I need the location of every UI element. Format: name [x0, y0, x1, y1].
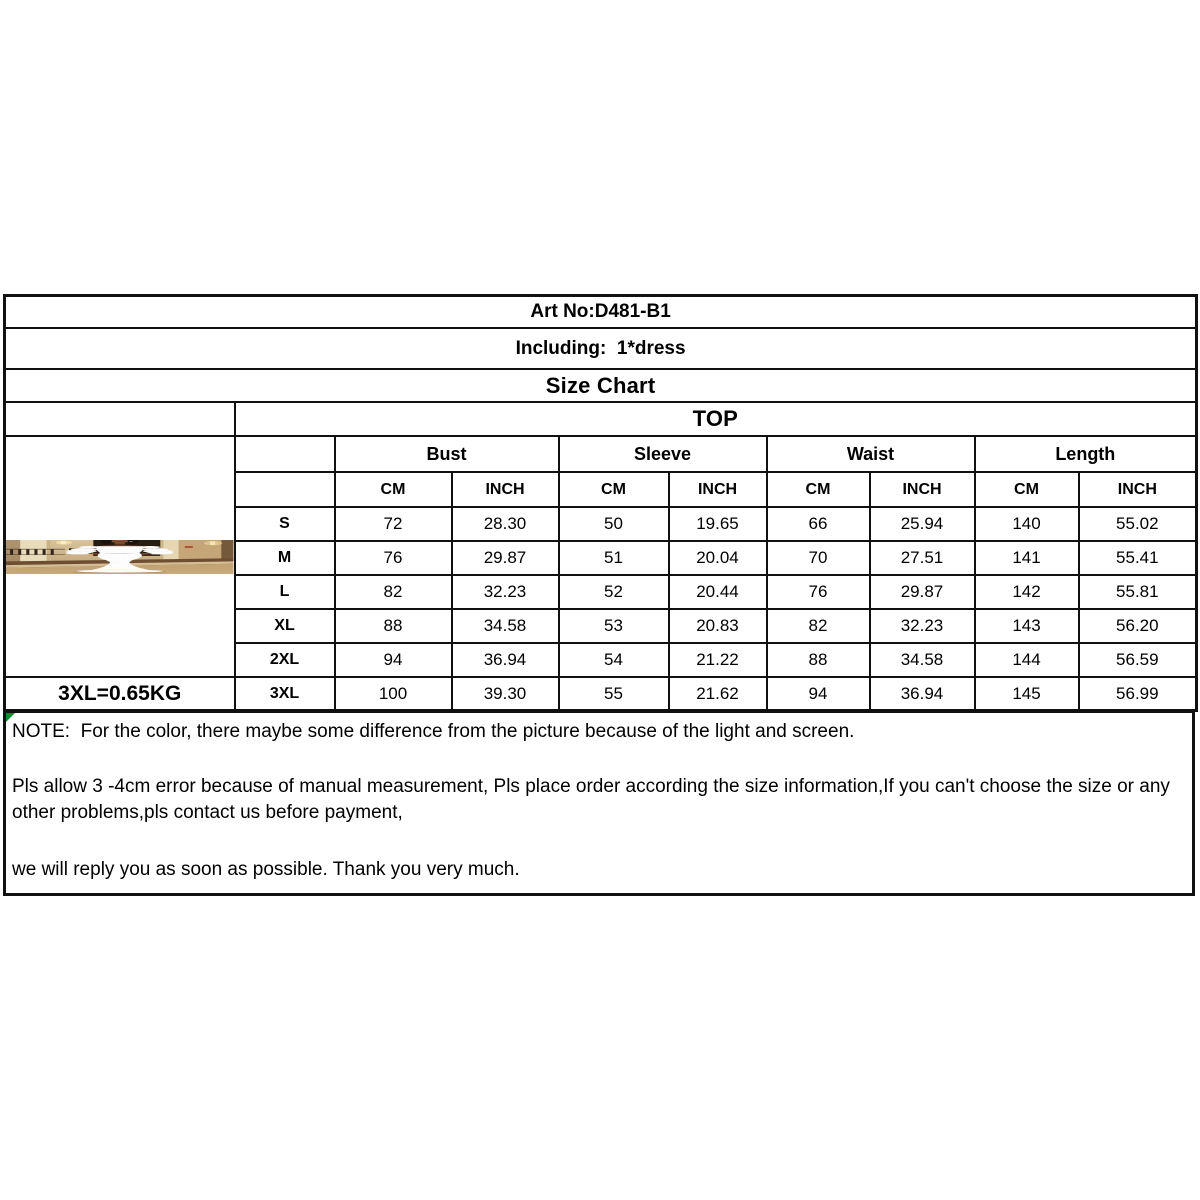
value-cell: 36.94	[452, 643, 559, 677]
size-label: XL	[235, 609, 335, 643]
value-cell: 82	[767, 609, 870, 643]
unit-inch: INCH	[669, 472, 767, 507]
value-cell: 145	[975, 677, 1079, 711]
value-cell: 100	[335, 677, 452, 711]
value-cell: 25.94	[870, 507, 975, 541]
value-cell: 76	[335, 541, 452, 575]
value-cell: 55.02	[1079, 507, 1197, 541]
value-cell: 55	[559, 677, 669, 711]
size-label: 3XL	[235, 677, 335, 711]
value-cell: 20.83	[669, 609, 767, 643]
value-cell: 54	[559, 643, 669, 677]
value-cell: 94	[335, 643, 452, 677]
table-row	[5, 677, 1197, 711]
value-cell: 19.65	[669, 507, 767, 541]
header-bust: Bust	[335, 436, 559, 472]
header-length: Length	[975, 436, 1197, 472]
size-chart-sheet	[3, 294, 1195, 896]
value-cell: 32.23	[870, 609, 975, 643]
value-cell: 66	[767, 507, 870, 541]
size-chart-title: Size Chart	[5, 369, 1197, 402]
value-cell: 39.30	[452, 677, 559, 711]
value-cell: 56.20	[1079, 609, 1197, 643]
value-cell: 56.99	[1079, 677, 1197, 711]
note-line-3: we will reply you as soon as possible. Thank you very much.	[12, 859, 520, 880]
value-cell: 20.04	[669, 541, 767, 575]
comment-marker-triangle-icon	[6, 713, 15, 722]
note-box	[3, 710, 1195, 896]
unit-inch: INCH	[1079, 472, 1197, 507]
value-cell: 32.23	[452, 575, 559, 609]
note-line-2: Pls allow 3 -4cm error because of manual measurement, Pls place order according the size information,If you can't choose the size or any other problems,pls contact us before payment,	[12, 776, 1176, 823]
unit-cm: CM	[975, 472, 1079, 507]
value-cell: 141	[975, 541, 1079, 575]
value-cell: 72	[335, 507, 452, 541]
size-chart-table	[3, 294, 1198, 712]
value-cell: 140	[975, 507, 1079, 541]
value-cell: 88	[335, 609, 452, 643]
size-label: S	[235, 507, 335, 541]
unit-cm: CM	[767, 472, 870, 507]
weight-label-cell: 3XL=0.65KG	[5, 677, 235, 711]
value-cell: 143	[975, 609, 1079, 643]
value-cell: 53	[559, 609, 669, 643]
including-cell: Including: 1*dress	[5, 328, 1197, 369]
unit-cm: CM	[559, 472, 669, 507]
value-cell: 55.81	[1079, 575, 1197, 609]
value-cell: 51	[559, 541, 669, 575]
value-cell: 21.22	[669, 643, 767, 677]
value-cell: 70	[767, 541, 870, 575]
header-sleeve: Sleeve	[559, 436, 767, 472]
value-cell: 50	[559, 507, 669, 541]
value-cell: 36.94	[870, 677, 975, 711]
unit-inch: INCH	[870, 472, 975, 507]
value-cell: 142	[975, 575, 1079, 609]
value-cell: 52	[559, 575, 669, 609]
value-cell: 28.30	[452, 507, 559, 541]
value-cell: 34.58	[870, 643, 975, 677]
value-cell: 56.59	[1079, 643, 1197, 677]
value-cell: 82	[335, 575, 452, 609]
product-photo-cell	[5, 436, 235, 677]
unit-cm: CM	[335, 472, 452, 507]
section-title-top: TOP	[235, 402, 1197, 436]
art-no-cell: Art No:D481-B1	[5, 296, 1197, 329]
value-cell: 21.62	[669, 677, 767, 711]
value-cell: 29.87	[452, 541, 559, 575]
header-waist: Waist	[767, 436, 975, 472]
value-cell: 76	[767, 575, 870, 609]
size-label: 2XL	[235, 643, 335, 677]
value-cell: 88	[767, 643, 870, 677]
value-cell: 55.41	[1079, 541, 1197, 575]
value-cell: 27.51	[870, 541, 975, 575]
product-photo	[6, 540, 234, 574]
unit-inch: INCH	[452, 472, 559, 507]
value-cell: 20.44	[669, 575, 767, 609]
value-cell: 94	[767, 677, 870, 711]
size-label: L	[235, 575, 335, 609]
size-label: M	[235, 541, 335, 575]
empty-cell	[235, 472, 335, 507]
note-line-1: NOTE: For the color, there maybe some difference from the picture because of the light and screen.	[12, 721, 855, 742]
empty-cell	[5, 402, 235, 436]
value-cell: 29.87	[870, 575, 975, 609]
value-cell: 34.58	[452, 609, 559, 643]
empty-cell	[235, 436, 335, 472]
value-cell: 144	[975, 643, 1079, 677]
